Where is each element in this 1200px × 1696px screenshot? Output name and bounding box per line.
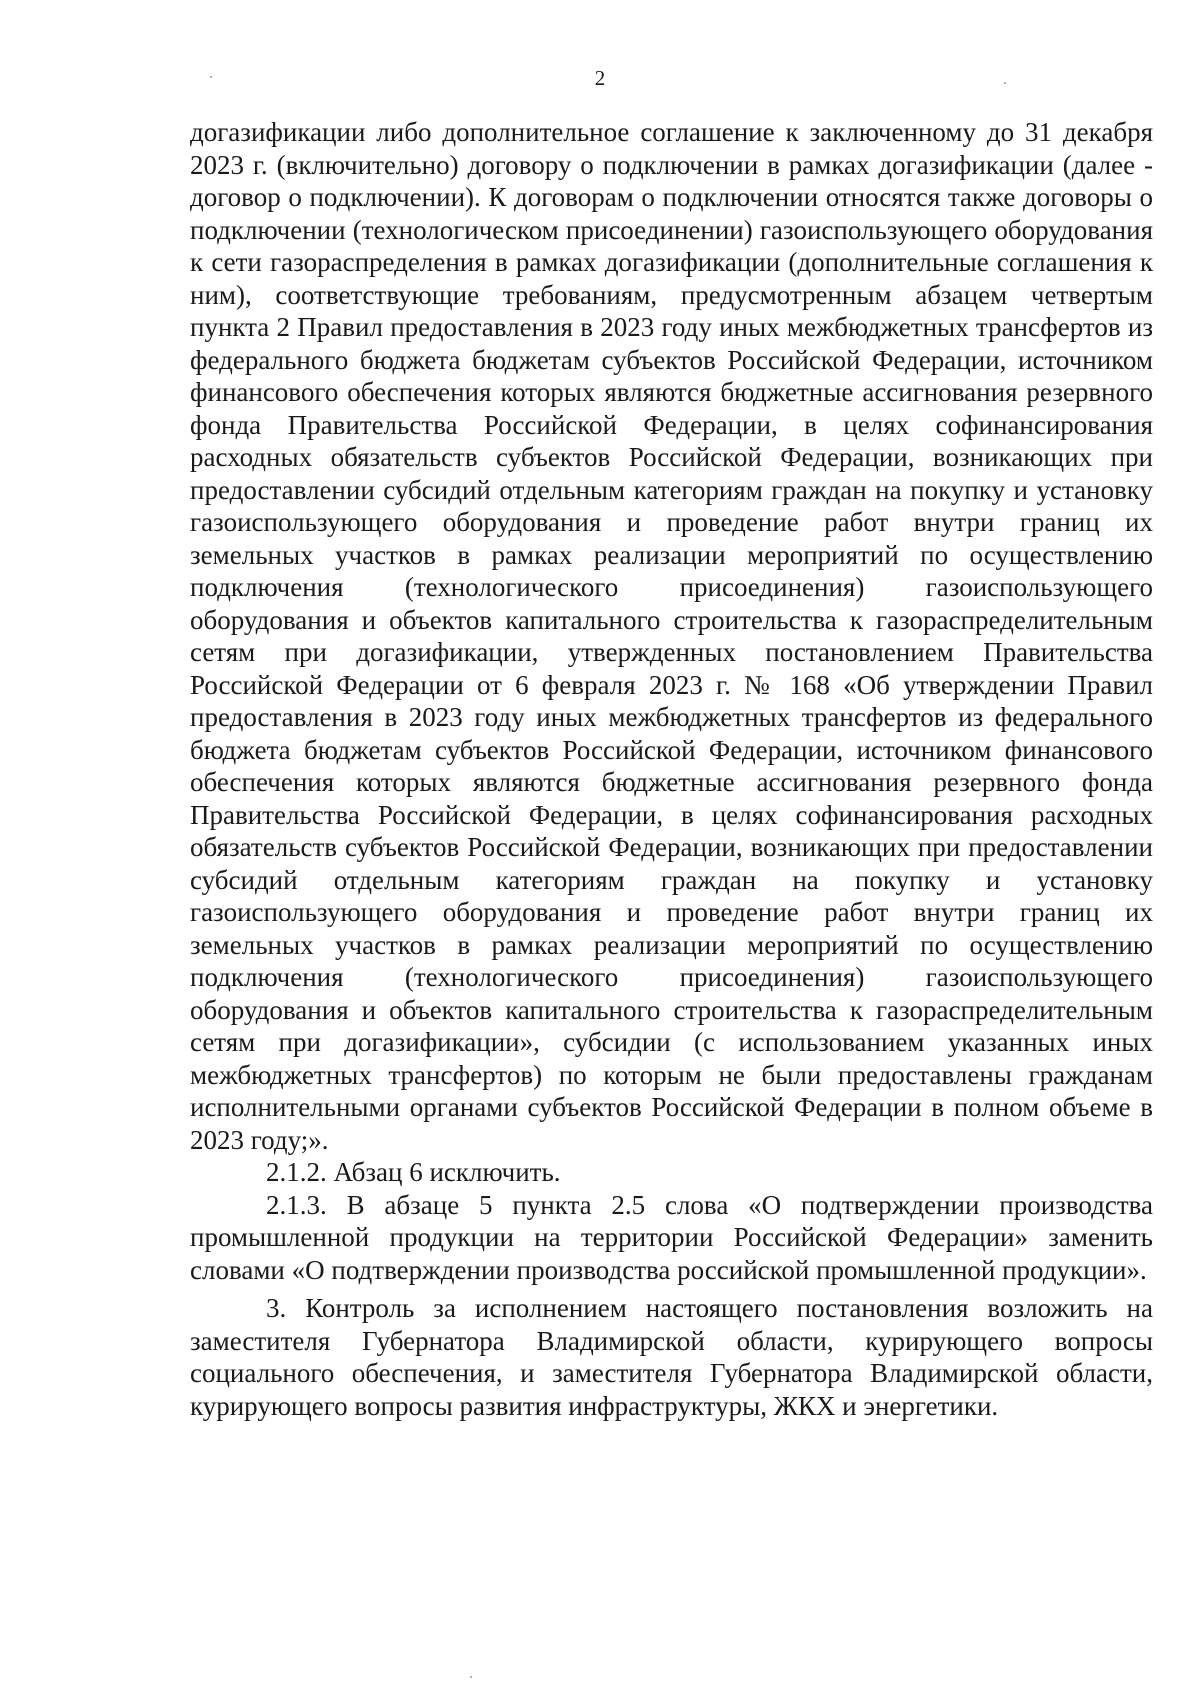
document-body — [190, 116, 1153, 1422]
paragraph-gasification-contracts: догазификации либо дополнительное соглашение к заключенному до 31 декабря 2023 г. (включительно) договору о подключении в рамках догазификации (далее - договор о подключении). К договорам о подключении относятся также договоры о подключении (технологическом присоединении) газоиспользующего оборудования к сети газораспределения в рамках догазификации (дополнительные соглашения к ним), соответствующие требованиям, предусмотренным абзацем четвертым пункта 2 Правил предоставления в 2023 году иных межбюджетных трансфертов из федерального бюджета бюджетам субъектов Российской Федерации, источником финансового обеспечения которых являются бюджетные ассигнования резервного фонда Правительства Российской Федерации, в целях софинансирования расходных обязательств субъектов Российской Федерации, возникающих при предоставлении субсидий отдельным категориям граждан на покупку и установку газоиспользующего оборудования и проведение работ внутри границ их земельных участков в рамках реализации мероприятий по осуществлению подключения (технологического присоединения) газоиспользующего оборудования и объектов капитального строительства к газораспределительным сетям при догазификации, утвержденных постановлением Правительства Российской Федерации от 6 февраля 2023 г. № 168 «Об утверждении Правил предоставления в 2023 году иных межбюджетных трансфертов из федерального бюджета бюджетам субъектов Российской Федерации, источником финансового обеспечения которых являются бюджетные ассигнования резервного фонда Правительства Российской Федерации, в целях софинансирования расходных обязательств субъектов Российской Федерации, возникающих при предоставлении субсидий отдельным категориям граждан на покупку и установку газоиспользующего оборудования и проведение работ внутри границ их земельных участков в рамках реализации мероприятий по осуществлению подключения (технологического присоединения) газоиспользующего оборудования и объектов капитального строительства к газораспределительным сетям при догазификации», субсидии (с использованием указанных иных межбюджетных трансфертов) по которым не были предоставлены гражданам исполнительными органами субъектов Российской Федерации в полном объеме в 2023 году;». — [190, 117, 1153, 1155]
paragraph-item-2-1-2: 2.1.2. Абзац 6 исключить. — [266, 1157, 561, 1187]
scan-speck — [210, 76, 212, 78]
scan-speck — [470, 1676, 472, 1678]
paragraph-item-2-1-3: 2.1.3. В абзаце 5 пункта 2.5 слова «О подтверждении производства промышленной продукции на территории Российской Федерации» заменить словами «О подтверждении производства российской промышленной продукции». — [190, 1189, 1153, 1285]
scan-speck — [1004, 82, 1006, 84]
page-number: 2 — [594, 66, 606, 90]
paragraph-control-clause: 3. Контроль за исполнением настоящего постановления возложить на заместителя Губернатора Владимирской области, курирующего вопросы социального обеспечения, и заместителя Губернатора Владимирской области, курирующего вопросы развития инфраструктуры, ЖКХ и энергетики. — [190, 1293, 1153, 1421]
